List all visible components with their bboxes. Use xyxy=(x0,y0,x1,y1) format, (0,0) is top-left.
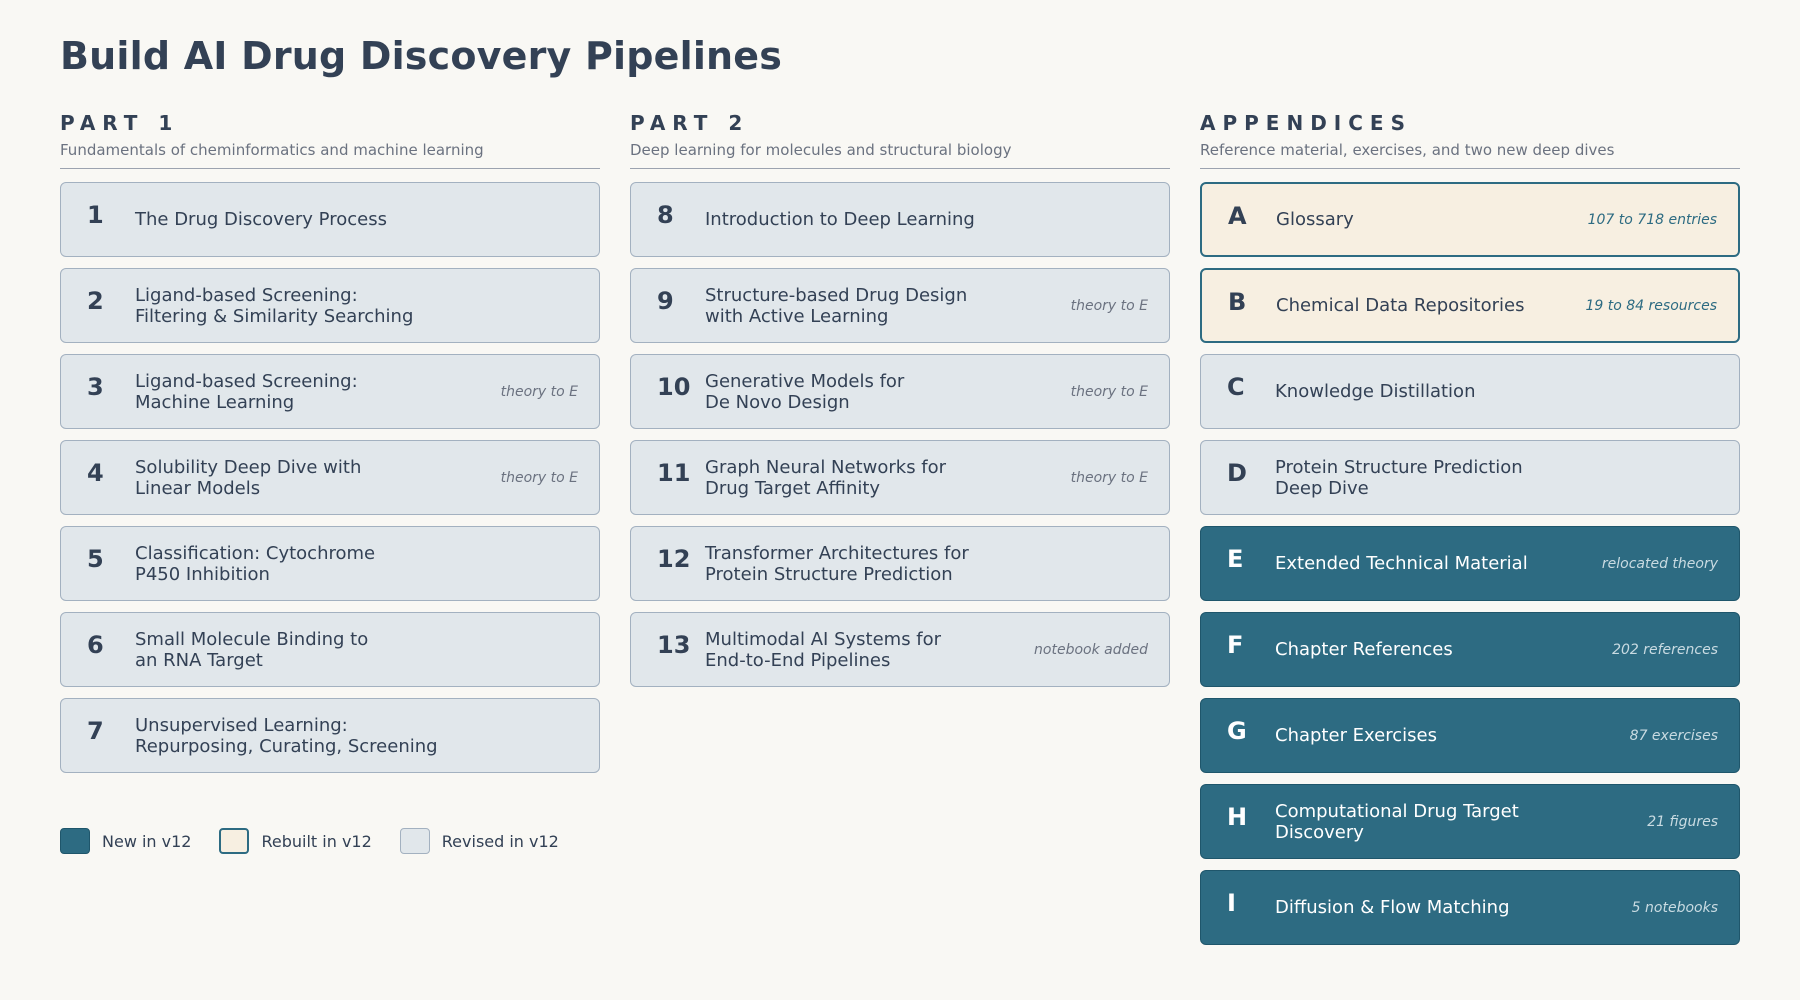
chapter-note: notebook added xyxy=(1034,641,1148,658)
chapter-title xyxy=(705,355,904,428)
chapter-number: 12 xyxy=(657,545,691,573)
chapter-title-line: Graph Neural Networks for xyxy=(705,456,947,478)
chapter-card[interactable] xyxy=(1200,268,1740,343)
chapter-title xyxy=(135,527,375,600)
chapter-card[interactable] xyxy=(630,268,1170,343)
chapter-note: theory to E xyxy=(500,469,578,486)
chapter-title-line: Machine Learning xyxy=(135,391,295,413)
chapter-note: theory to E xyxy=(1070,383,1148,400)
chapter-number: 9 xyxy=(657,287,674,315)
chapter-title xyxy=(1275,441,1523,514)
chapter-card[interactable] xyxy=(1200,870,1740,945)
chapter-note: theory to E xyxy=(1070,469,1148,486)
chapter-title-line: Deep Dive xyxy=(1275,477,1369,499)
chapter-number: E xyxy=(1227,545,1244,573)
page-title: Build AI Drug Discovery Pipelines xyxy=(60,34,783,78)
chapter-title xyxy=(705,613,941,686)
chapter-title xyxy=(135,441,361,514)
chapter-title xyxy=(1275,699,1437,772)
chapter-title-line: Filtering & Similarity Searching xyxy=(135,305,414,327)
chapter-title-line: Multimodal AI Systems for xyxy=(705,628,942,650)
chapter-card[interactable] xyxy=(60,612,600,687)
chapter-card[interactable] xyxy=(1200,440,1740,515)
chapter-number: I xyxy=(1227,889,1236,917)
chapter-note: theory to E xyxy=(500,383,578,400)
legend-label: New in v12 xyxy=(102,831,192,851)
chapter-title xyxy=(1276,184,1354,255)
chapter-title xyxy=(1275,355,1475,428)
chapter-number: H xyxy=(1227,803,1248,831)
chapter-title-line: Diffusion & Flow Matching xyxy=(1275,897,1510,918)
chapter-title-line: Unsupervised Learning: xyxy=(135,714,348,736)
chapter-number: 10 xyxy=(657,373,691,401)
chapter-title-line: Transformer Architectures for xyxy=(705,542,969,564)
chapter-title xyxy=(135,269,413,342)
chapter-title-line: The Drug Discovery Process xyxy=(135,209,387,230)
chapter-title-line: an RNA Target xyxy=(135,649,263,671)
legend-swatch xyxy=(400,828,430,854)
card-list xyxy=(630,182,1170,687)
chapter-title-line: Ligand-based Screening: xyxy=(135,284,358,306)
legend-label: Rebuilt in v12 xyxy=(261,831,372,851)
chapter-title-line: Discovery xyxy=(1275,821,1364,843)
chapter-title-line: Chapter Exercises xyxy=(1275,725,1437,746)
chapter-title-line: Solubility Deep Dive with xyxy=(135,456,362,478)
chapter-title-line: Small Molecule Binding to xyxy=(135,628,369,650)
chapter-title xyxy=(135,183,387,256)
chapter-card[interactable] xyxy=(60,698,600,773)
chapter-number: G xyxy=(1227,717,1247,745)
chapter-title-line: End-to-End Pipelines xyxy=(705,649,891,671)
chapter-number: F xyxy=(1227,631,1244,659)
chapter-title-line: De Novo Design xyxy=(705,391,850,413)
chapter-title-line: Ligand-based Screening: xyxy=(135,370,358,392)
chapter-note: 5 notebooks xyxy=(1631,899,1718,916)
chapter-card[interactable] xyxy=(60,182,600,257)
chapter-note: 87 exercises xyxy=(1629,727,1718,744)
chapter-title xyxy=(1275,785,1519,858)
chapter-title-line: Protein Structure Prediction xyxy=(1275,456,1523,478)
card-list xyxy=(60,182,600,773)
chapter-card[interactable] xyxy=(60,526,600,601)
chapter-title xyxy=(705,441,946,514)
column-divider xyxy=(60,168,600,169)
chapter-card[interactable] xyxy=(1200,526,1740,601)
chapter-number: D xyxy=(1227,459,1247,487)
chapter-title-line: Structure-based Drug Design xyxy=(705,284,968,306)
legend-item-new xyxy=(60,828,191,854)
chapter-title-line: P450 Inhibition xyxy=(135,563,270,585)
chapter-title xyxy=(1275,871,1510,944)
chapter-title-line: Chemical Data Repositories xyxy=(1276,295,1525,316)
column-part-2 xyxy=(630,110,1170,698)
chapter-title-line: Repurposing, Curating, Screening xyxy=(135,735,438,757)
chapter-note: relocated theory xyxy=(1601,555,1718,572)
chapter-number: 7 xyxy=(87,717,104,745)
chapter-card[interactable] xyxy=(630,526,1170,601)
chapter-number: 13 xyxy=(657,631,691,659)
chapter-number: A xyxy=(1228,202,1247,230)
column-heading: PART 2 xyxy=(630,111,750,135)
chapter-title-line: Computational Drug Target xyxy=(1275,800,1519,822)
chapter-title xyxy=(1275,613,1453,686)
column-subtitle: Fundamentals of cheminformatics and machine learning xyxy=(60,141,484,159)
chapter-note: 19 to 84 resources xyxy=(1585,297,1717,314)
chapter-title-line: Classification: Cytochrome xyxy=(135,542,376,564)
chapter-card[interactable] xyxy=(1200,354,1740,429)
chapter-title-line: Chapter References xyxy=(1275,639,1453,660)
chapter-title-line: Glossary xyxy=(1276,209,1354,230)
chapter-card[interactable] xyxy=(60,354,600,429)
column-part-1 xyxy=(60,110,600,784)
chapter-title xyxy=(135,699,438,772)
chapter-number: 6 xyxy=(87,631,104,659)
legend-swatch xyxy=(60,828,90,854)
chapter-card[interactable] xyxy=(630,440,1170,515)
chapter-card[interactable] xyxy=(60,440,600,515)
chapter-note: 202 references xyxy=(1612,641,1718,658)
chapter-title-line: Extended Technical Material xyxy=(1275,553,1528,574)
legend xyxy=(60,828,587,854)
legend-item-revised xyxy=(400,828,559,854)
column-appendices xyxy=(1200,110,1740,956)
chapter-title-line: Linear Models xyxy=(135,477,261,499)
column-divider xyxy=(1200,168,1740,169)
column-divider xyxy=(630,168,1170,169)
chapter-title-line: Introduction to Deep Learning xyxy=(705,209,975,230)
chapter-number: 2 xyxy=(87,287,104,315)
chapter-number: B xyxy=(1228,288,1247,316)
chapter-title xyxy=(135,355,358,428)
column-subtitle: Reference material, exercises, and two new deep dives xyxy=(1200,141,1615,159)
chapter-note: 107 to 718 entries xyxy=(1587,211,1717,228)
chapter-card[interactable] xyxy=(630,612,1170,687)
chapter-title xyxy=(1276,270,1524,341)
chapter-title-line: Protein Structure Prediction xyxy=(705,563,953,585)
column-subtitle: Deep learning for molecules and structural biology xyxy=(630,141,1012,159)
chapter-number: 11 xyxy=(657,459,691,487)
chapter-title xyxy=(135,613,368,686)
chapter-title-line: Generative Models for xyxy=(705,370,905,392)
legend-label: Revised in v12 xyxy=(441,831,559,851)
chapter-title xyxy=(705,527,969,600)
chapter-card[interactable] xyxy=(60,268,600,343)
chapter-number: 5 xyxy=(87,545,104,573)
chapter-number: 3 xyxy=(87,373,104,401)
chapter-note: theory to E xyxy=(1070,297,1148,314)
chapter-card[interactable] xyxy=(1200,612,1740,687)
chapter-number: C xyxy=(1227,373,1245,401)
chapter-title xyxy=(1275,527,1528,600)
chapter-title-line: with Active Learning xyxy=(705,305,889,327)
chapter-number: 1 xyxy=(87,201,104,229)
legend-item-rebuilt xyxy=(219,828,371,854)
chapter-card[interactable] xyxy=(1200,182,1740,257)
chapter-card[interactable] xyxy=(630,182,1170,257)
chapter-card[interactable] xyxy=(1200,698,1740,773)
chapter-title xyxy=(705,183,975,256)
chapter-note: 21 figures xyxy=(1647,813,1718,830)
legend-swatch xyxy=(219,828,249,854)
chapter-title-line: Drug Target Affinity xyxy=(705,477,881,499)
card-list xyxy=(1200,182,1740,945)
chapter-number: 4 xyxy=(87,459,104,487)
chapter-title-line: Knowledge Distillation xyxy=(1275,381,1476,402)
chapter-number: 8 xyxy=(657,201,674,229)
chapter-card[interactable] xyxy=(630,354,1170,429)
column-heading: APPENDICES xyxy=(1200,111,1412,135)
chapter-title xyxy=(705,269,967,342)
chapter-card[interactable] xyxy=(1200,784,1740,859)
column-heading: PART 1 xyxy=(60,111,180,135)
